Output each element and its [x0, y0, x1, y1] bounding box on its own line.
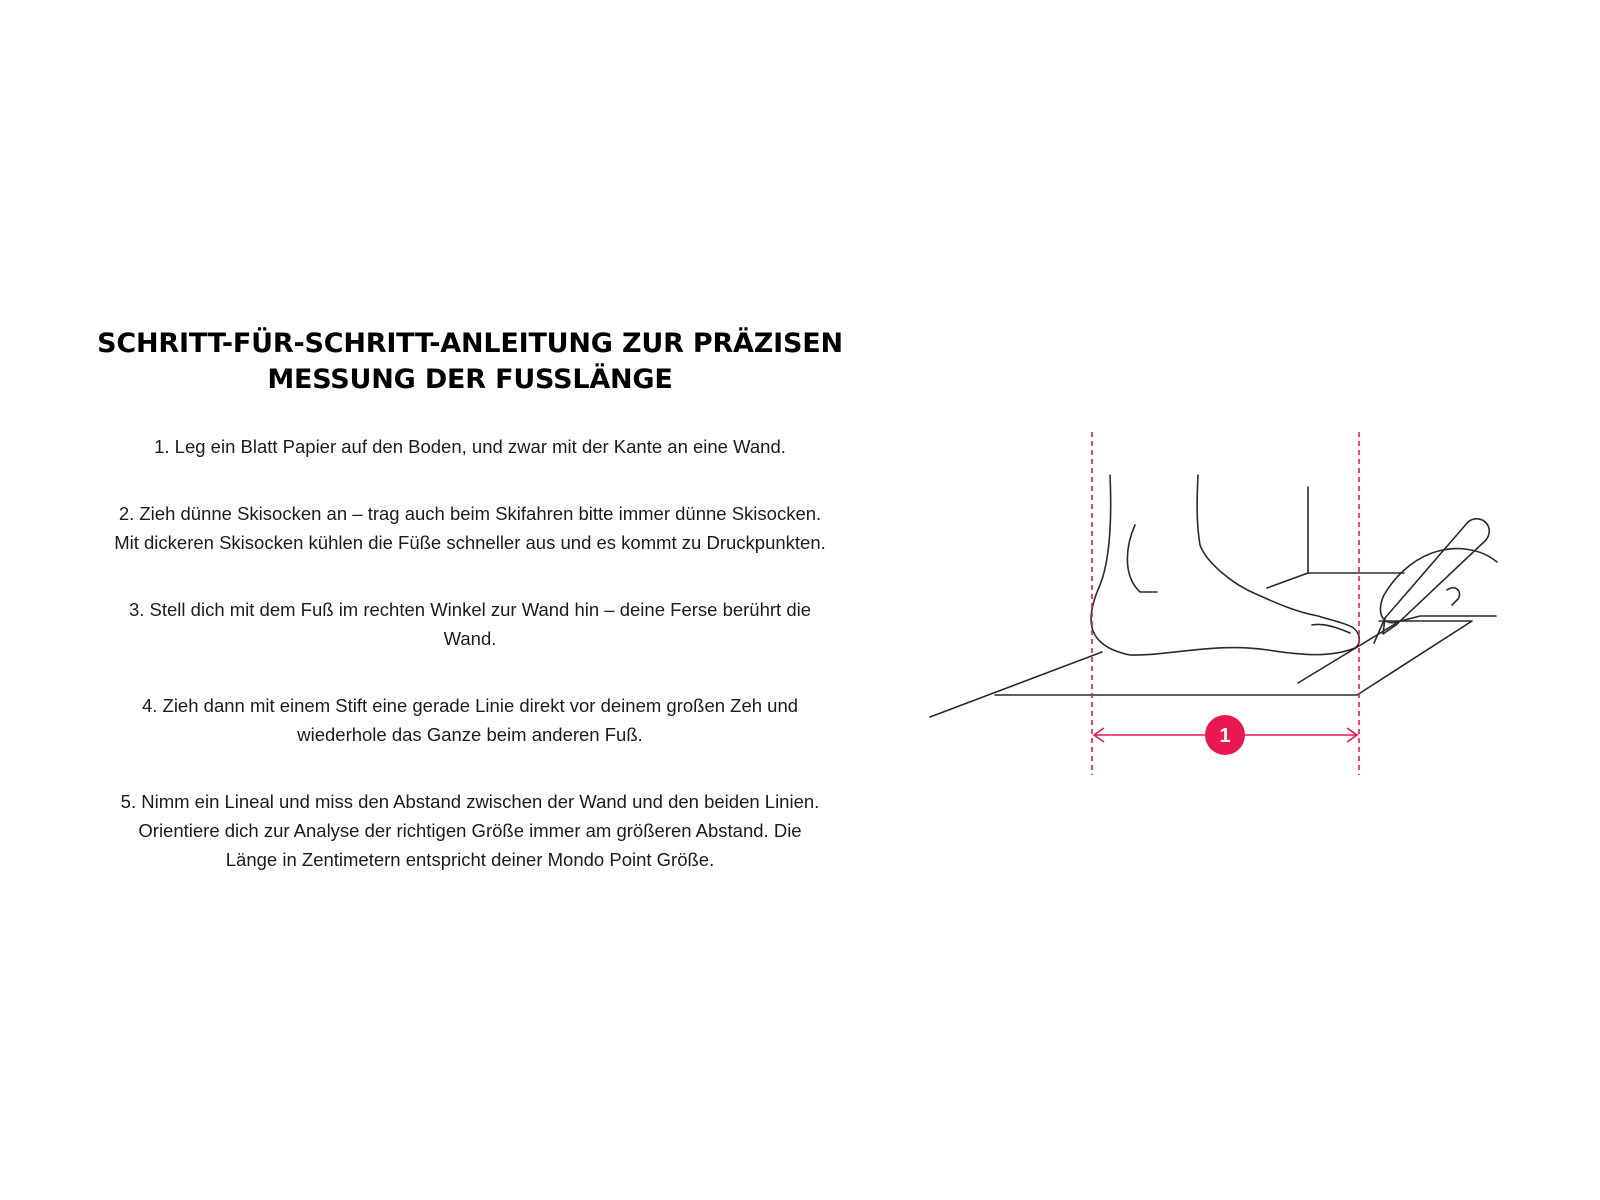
step-3 — [90, 595, 850, 653]
finger-outline — [1447, 588, 1460, 605]
step-5-line-1: 5. Nimm ein Lineal und miss den Abstand zwischen der Wand und den beiden Linien. — [120, 791, 820, 812]
steps-list — [90, 432, 850, 874]
toe-detail — [1312, 624, 1350, 633]
leg-outline — [1091, 475, 1359, 655]
wall-diagonal — [1267, 573, 1308, 588]
step-3-line-2: Wand. — [443, 628, 497, 649]
instructions-section — [90, 326, 850, 912]
paper-edge-line — [1298, 621, 1400, 683]
ankle-detail — [1127, 525, 1157, 592]
foot-measurement-illustration — [920, 420, 1510, 780]
step-2-line-2: Mit dickeren Skisocken kühlen die Füße schneller aus und es kommt zu Druckpunkten. — [114, 532, 826, 553]
step-1 — [90, 432, 850, 461]
step-2-line-1: 2. Zieh dünne Skisocken an – trag auch beim Skifahren bitte immer dünne Skisocken. — [118, 503, 822, 524]
step-4 — [90, 691, 850, 749]
paper-sheet — [995, 621, 1472, 695]
step-5 — [90, 787, 850, 874]
floor-line — [930, 652, 1102, 717]
foot-measurement-svg — [920, 420, 1510, 780]
page-title-line-2: MESSUNG DER FUSSLÄNGE — [267, 364, 673, 395]
page-title-line-1: SCHRITT-FÜR-SCHRITT-ANLEITUNG ZUR PRÄZISEN — [97, 328, 843, 359]
step-4-line-2: wiederhole das Ganze beim anderen Fuß. — [297, 724, 643, 745]
step-badge-label: 1 — [1219, 725, 1231, 747]
step-2 — [90, 499, 850, 557]
page-title — [90, 326, 850, 398]
measurement-guides — [1092, 432, 1359, 775]
step-1-line-1: 1. Leg ein Blatt Papier auf den Boden, und zwar mit der Kante an eine Wand. — [154, 436, 786, 457]
step-5-line-3: Länge in Zentimetern entspricht deiner Mondo Point Größe. — [225, 849, 715, 870]
step-4-line-1: 4. Zieh dann mit einem Stift eine gerade Linie direkt vor deinem großen Zeh und — [141, 695, 799, 716]
step-3-line-1: 3. Stell dich mit dem Fuß im rechten Winkel zur Wand hin – deine Ferse berührt die — [128, 599, 812, 620]
step-5-line-2: Orientiere dich zur Analyse der richtigen Größe immer am größeren Abstand. Die — [138, 820, 802, 841]
